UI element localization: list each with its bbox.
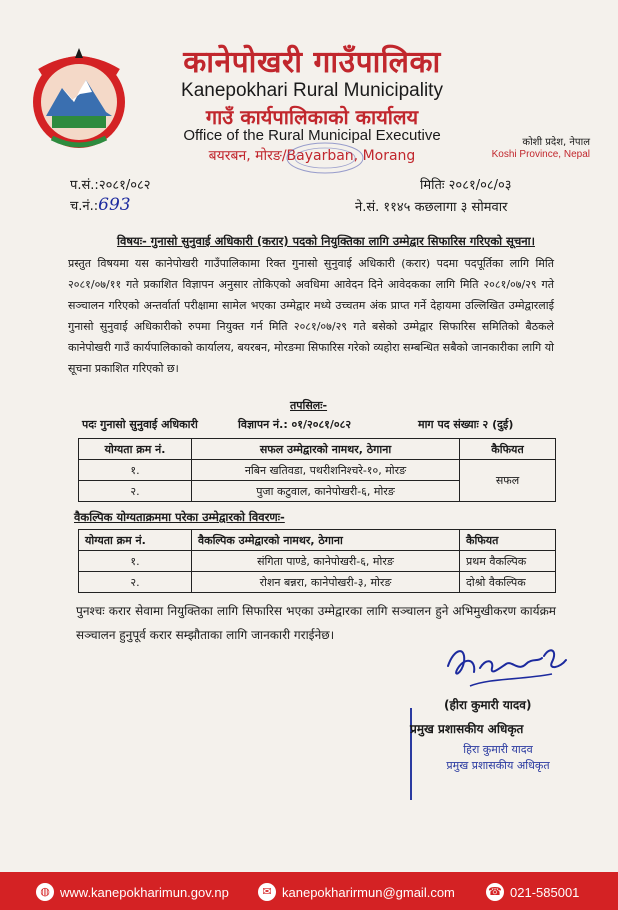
- telephone-icon: ☎: [486, 883, 504, 901]
- footer-phone[interactable]: [486, 883, 579, 901]
- vacancy-count: माग पद संख्याः २ (दुई): [418, 418, 514, 431]
- rank-cell: १.: [79, 551, 192, 572]
- rank-cell: १.: [79, 460, 192, 481]
- notice-body: प्रस्तुत विषयमा यस कानेपोखरी गाउँपालिकामा रिक्त गुनासो सुनुवाई अधिकारी (करार) पदमा पदपूर्तिका लागि मिति २०८१/०७/११ गते प्रकाशित विज्ञापन अनुसार तोकिएको अवधिमा आवेदन दिने आवेदकका लागि मिति २०८१/०७/२९ गते सञ्चालन गरिएको अन्तर्वार्ता परीक्षामा सामेल भएका उम्मेद्वार मध्ये उच्चतम अंक प्राप्त गर्ने देहायमा उल्लिखित उम्मेद्वारलाई गुनासो सुनुवाई अधिकारीको रुपमा नियुक्त गर्न मिति २०८१/०७/२९ गते बसेको उम्मेद्वार सिफारिस समितिको बैठकले कानेपोखरी गाउँ कार्यपालिकाको कार्यालय, बयरबन, मोरङमा सिफारिस गरेको व्यहोरा सम्बन्धित सबैको जानकारीका लागि यो सूचना प्रकाशित गरिएको छ।: [68, 257, 554, 375]
- dispatch-line: [70, 195, 131, 215]
- candidate-cell: रोशन बन्नरा, कानेपोखरी-३, मोरङ: [192, 572, 460, 593]
- remark-cell: सफल: [460, 460, 556, 502]
- globe-icon: ◍: [36, 883, 54, 901]
- handwritten-signature-icon: [440, 638, 570, 698]
- table-header-row: [79, 530, 556, 551]
- advert-number: विज्ञापन नं.: ०१/२०८१/०८२: [238, 418, 352, 431]
- letter-date: मितिः २०८१/०८/०३: [420, 178, 512, 193]
- province-en: Koshi Province, Nepal: [491, 149, 590, 160]
- municipality-title-np: कानेपोखरी गाउँपालिका: [183, 45, 441, 80]
- table-header-row: [79, 439, 556, 460]
- phone-text: 021-585001: [510, 884, 580, 900]
- email-text: kanepokharirmun@gmail.com: [282, 884, 455, 900]
- signatory-title: प्रमुख प्रशासकीय अधिकृत: [410, 722, 524, 736]
- column-header: योग्यता क्रम नं.: [79, 530, 192, 551]
- nepal-sambat-date: ने.सं. ११४५ कछलागा ३ सोमवार: [355, 200, 508, 215]
- remark-cell: दोश्रो वैकल्पिक: [460, 572, 556, 593]
- remark-cell: प्रथम वैकल्पिक: [460, 551, 556, 572]
- website-text: www.kanepokharimun.gov.np: [60, 884, 229, 900]
- office-stamp-icon: [283, 140, 367, 176]
- column-header: योग्यता क्रम नं.: [79, 439, 192, 460]
- column-header: कैफियत: [460, 439, 556, 460]
- alternate-candidates-heading: वैकल्पिक योग्यताक्रममा परेका उम्मेद्वारको विवरणः-: [74, 510, 285, 524]
- seal-title: प्रमुख प्रशासकीय अधिकृत: [446, 759, 550, 772]
- office-title-en: Office of the Rural Municipal Executive: [183, 127, 441, 144]
- seal-name: हिरा कुमारी यादव: [463, 743, 533, 756]
- selected-candidates-table: [78, 438, 556, 502]
- candidate-cell: पुजा कटुवाल, कानेपोखरी-६, मोरङ: [192, 481, 460, 502]
- municipality-title-en: Kanepokhari Rural Municipality: [181, 80, 443, 101]
- office-address: बयरबन, मोरङ/Bayarban, Morang: [208, 148, 416, 164]
- alternate-candidates-table: [78, 529, 556, 593]
- province-np: कोशी प्रदेश, नेपाल: [522, 137, 590, 148]
- table-row: [79, 572, 556, 593]
- postscript-note: पुनश्चः करार सेवामा नियुक्तिका लागि सिफारिस भएका उम्मेद्वारका लागि सञ्चालन हुने अभिमुखीकरण कार्यक्रम सञ्चालन हुनुपूर्व करार सम्झौताका लागि जानकारी गराईनेछ।: [76, 604, 556, 642]
- column-header: वैकल्पिक उम्मेद्वारको नामथर, ठेगाना: [192, 530, 460, 551]
- table-row: [79, 460, 556, 481]
- footer-website[interactable]: [36, 883, 229, 901]
- rank-cell: २.: [79, 481, 192, 502]
- column-header: कैफियत: [460, 530, 556, 551]
- notice-subject: विषयः- गुनासो सुनुवाई अधिकारी (करार) पदको नियुक्तिका लागि उम्मेद्वार सिफारिस गरिएको सूचना।: [117, 234, 535, 248]
- dispatch-number: 693: [98, 195, 131, 215]
- details-heading: तपसिलः-: [290, 399, 328, 412]
- candidate-cell: नबिन खतिवडा, पथरीशनिश्चरे-१०, मोरङ: [192, 460, 460, 481]
- signatory-name: (हीरा कुमारी यादव): [444, 698, 532, 712]
- rank-cell: २.: [79, 572, 192, 593]
- dispatch-label: च.नं.:: [70, 199, 99, 214]
- envelope-icon: ✉: [258, 883, 276, 901]
- candidate-cell: संगिता पाण्डे, कानेपोखरी-६, मोरङ: [192, 551, 460, 572]
- post-name: पदः गुनासो सुनुवाई अधिकारी: [82, 418, 198, 431]
- letterhead-footer: [0, 872, 618, 910]
- table-row: [79, 551, 556, 572]
- office-title-np: गाउँ कार्यपालिकाको कार्यालय: [205, 105, 419, 129]
- column-header: सफल उम्मेद्वारको नामथर, ठेगाना: [192, 439, 460, 460]
- municipality-emblem-icon: [22, 42, 136, 156]
- letter-number: प.सं.:२०८१/०८२: [70, 178, 151, 193]
- footer-email[interactable]: [258, 883, 455, 901]
